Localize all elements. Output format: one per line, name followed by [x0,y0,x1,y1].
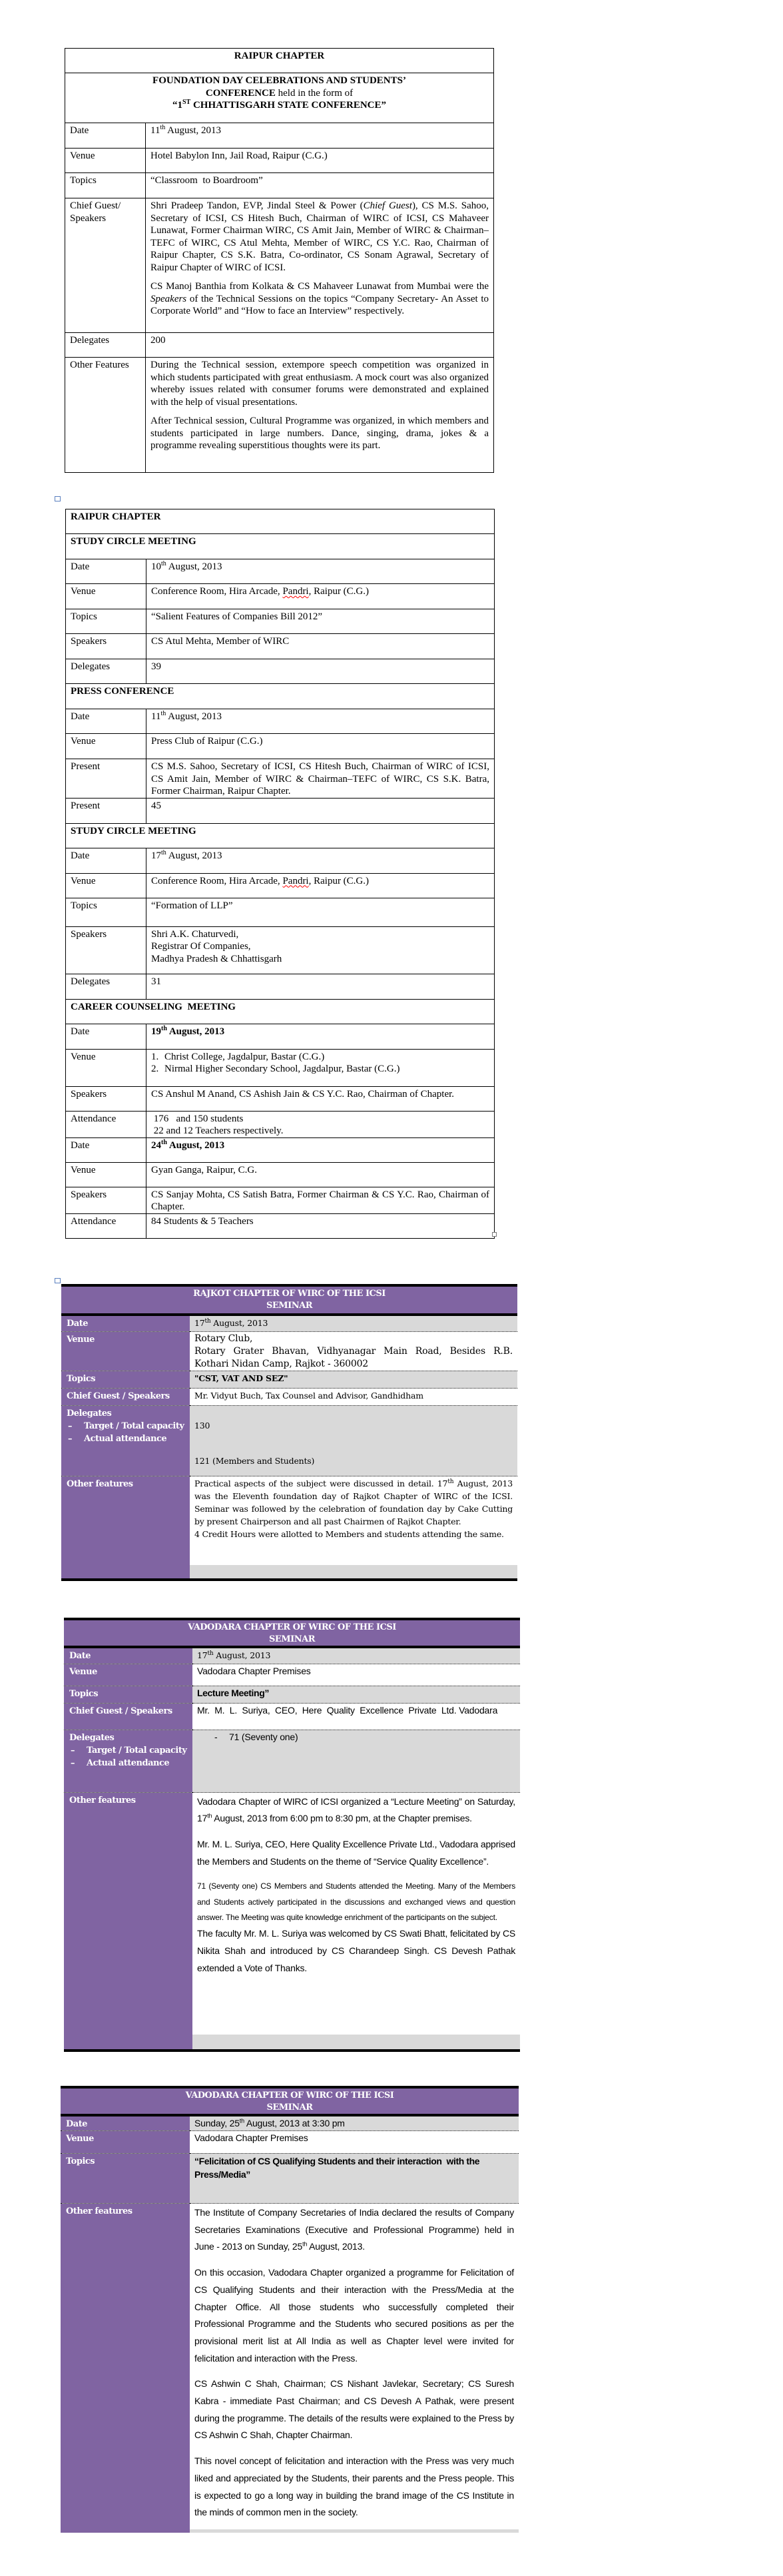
text: August, 2013 was the Eleventh foundation day of Rajkot Chapter of WIRC of the ICSI. Seminar was followed by the celebration of foundation day by Cake Cutting by present Chairperson and all past Chairmen of Rajkot Chapter. [194,1478,513,1526]
header-chapter: VADODARA CHAPTER OF WIRC OF THE ICSI [185,2091,394,2100]
row-label: Other features [61,1476,190,1580]
date-row [61,2115,519,2131]
chapter-title: RAIPUR CHAPTER [66,509,495,534]
other-features-value [190,2204,519,2533]
table-header-row [61,1285,517,1315]
row-label: Topics [65,173,146,198]
venue-row [66,1162,495,1187]
date-day: 11 [151,711,161,722]
date-value [146,709,495,734]
date-value [146,559,495,584]
dash: – [71,1758,75,1768]
date-value [146,1137,495,1162]
venue-row [66,584,495,609]
topics-row [61,2154,519,2204]
row-label: Venue [61,1331,190,1371]
row-label: Other features [64,1792,192,2051]
target-capacity-value: 130 [194,1420,210,1431]
other-features-row [61,2204,519,2533]
row-label: Venue [66,873,146,898]
date-value [146,1024,495,1049]
spellcheck-flagged-word: Pandri [282,586,309,597]
venue-line: Rotary Club, [194,1333,253,1344]
topics-row [66,898,495,926]
other-features-row [64,1792,520,2051]
topics-value: “Formation of LLP” [146,898,495,926]
delegates-row [66,974,495,999]
present-count-row [66,798,495,823]
chief-guest-row [61,1388,517,1405]
event-title-line2-rest: held in the form of [275,87,354,99]
ordinal-suffix: th [204,1317,211,1325]
event-title-line1: FOUNDATION DAY CELEBRATIONS AND STUDENTS’ [152,75,406,86]
date-rest: August, 2013 [166,561,222,572]
venue-row [66,734,495,759]
paragraph: Mr. M. L. Suriya, CEO, Here Quality Excellence Private Ltd., Vadodara apprised the Members and Students on the theme of “Service Quality Excellence”. [197,1838,515,1867]
row-label: Speakers [66,634,146,659]
date-rest: August, 2013 at 3:30 pm [244,2118,345,2128]
date-row [66,1024,495,1049]
header-chapter: VADODARA CHAPTER OF WIRC OF THE ICSI [188,1622,396,1632]
other-features-value [192,1792,520,2051]
row-label: Date [66,848,146,873]
speakers-value: CS Anshul M Anand, CS Ashish Jain & CS Y.C. Rao, Chairman of Chapter. [146,1086,495,1111]
date-row [65,123,494,149]
list-text: Nirmal Higher Secondary School, Jagdalpur, Bastar (C.G.) [164,1064,400,1074]
row-label: Date [61,2115,190,2131]
row-label: Date [66,559,146,584]
delegates-value: 31 [146,974,495,999]
attendance-line: 176 and 150 students [151,1113,244,1124]
paragraph: 4 Credit Hours were allotted to Members and students attending the same. [194,1528,504,1539]
dash: – [68,1433,72,1444]
date-value [192,1647,520,1664]
row-label: Present [66,798,146,823]
vadodara-lecture-table [64,1618,520,2052]
date-value [190,1315,517,1331]
delegates-row [64,1730,520,1792]
delegates-value [190,1405,517,1476]
event-title-line2-bold: CONFERENCE [205,87,276,99]
topics-row [61,1371,517,1388]
present-count-value: 45 [146,798,495,823]
text: , Raipur (C.G.) [308,586,370,597]
delegates-label [61,1405,190,1476]
paragraph [197,1793,515,1827]
date-value [146,848,495,873]
row-label: Speakers [66,1187,146,1213]
text: Conference Room, Hira Arcade, [151,586,283,597]
row-label: Delegates [66,659,146,684]
row-label: Topics [66,898,146,926]
venue-value: Hotel Babylon Inn, Jail Road, Raipur (C.G.) [146,149,494,173]
venue-value [146,873,495,898]
row-label: Date [61,1315,190,1331]
venue-row [64,1664,520,1686]
sub-label [67,1420,186,1433]
date-row [66,709,495,734]
venue-value [146,584,495,609]
delegates-label [64,1730,192,1792]
row-label: Date [66,1024,146,1049]
row-label: Speakers [66,1086,146,1111]
row-label: Topics [66,609,146,634]
text: CS Manoj Banthia from Kolkata & CS Mahaveer Lunawat from Mumbai were the [150,281,489,292]
ordinal-suffix: th [207,1650,214,1657]
chief-guest-paragraph [150,200,489,274]
delegates-row [65,333,494,358]
delegates-row [66,659,495,684]
chapter-title: RAIPUR CHAPTER [65,49,494,73]
present-row [66,759,495,799]
date-rest: August, 2013 [213,1650,271,1660]
row-label: Chief Guest / Speakers [64,1703,192,1730]
emphasis: Chief Guest [363,200,412,211]
topics-row [65,173,494,198]
venue-value: Vadodara Chapter Premises [190,2131,519,2154]
venue-list [146,1049,495,1086]
raipur-events-table [65,509,495,1239]
text: Conference Room, Hira Arcade, [151,875,283,886]
paragraph: CS Ashwin C Shah, Chairman; CS Nishant Javlekar, Secretary; CS Suresh Kabra - immediate Past Chairman; and CS Devesh A Pathak, were present during the programme. The details of the results were explained to the Press by CS Ashwin C Shah, Chapter Chairman. [194,2378,514,2441]
section-heading-row [66,534,495,559]
venue-row [66,873,495,898]
section-heading-row [66,684,495,709]
event-title [65,73,494,123]
row-label: Delegates [66,974,146,999]
other-features-value [190,1476,517,1580]
row-label: Venue [66,584,146,609]
speakers-value: CS Atul Mehta, Member of WIRC [146,634,495,659]
row-label: Other features [61,2204,190,2533]
date-rest: August, 2013 [210,1318,268,1328]
speaker-line: Registrar Of Companies, [151,941,251,952]
venue-value: Gyan Ganga, Raipur, C.G. [146,1162,495,1187]
date-value [190,2115,519,2131]
date-day: 17 [197,1650,208,1660]
row-label: Delegates [67,1408,112,1419]
date-row [64,1647,520,1664]
date-rest: August, 2013 [166,850,222,861]
text: The Institute of Company Secretaries of India declared the results of Company Secretaries Examinations (Executive and Professional Programme) held in June - 2013 on Sunday, 25 [194,2207,514,2252]
paragraph: 71 (Seventy one) CS Members and Students attended the Meeting. Many of the Members and Students actively participated in the discussions and exchanged views and question answer. The Meeting was quite knowledge enrichment of the participants on the subject. [197,1881,515,1922]
other-features-value [146,358,494,473]
speakers-value: CS Sanjay Mohta, CS Satish Batra, Former Chairman & CS Y.C. Rao, Chairman of Chapter. [146,1187,495,1213]
section-heading: PRESS CONFERENCE [66,684,495,709]
venue-list-item [151,1051,489,1064]
date-value [146,123,494,149]
text: Practical aspects of the subject were discussed in detail. 17 [194,1478,448,1488]
chief-guest-value [192,1703,520,1730]
table-header [61,1285,517,1315]
actual-attendance-value: 121 (Members and Students) [194,1455,315,1466]
venue-value: Vadodara Chapter Premises [192,1664,520,1686]
ordinal-suffix: th [161,1138,167,1146]
emphasis: Speakers [150,293,187,304]
row-label: Date [66,709,146,734]
venue-row [61,1331,517,1371]
row-label: Other Features [65,358,146,473]
speaker-line: Madhya Pradesh & Chhattisgarh [151,953,282,964]
topics-value: “Classroom to Boardroom” [146,173,494,198]
ordinal-suffix: th [239,2117,244,2124]
event-title-line3-post: CHHATTISGARH STATE CONFERENCE” [190,100,387,111]
delegates-list-item [197,1731,515,1744]
speaker-line: Shri A.K. Chaturvedi, [151,928,239,940]
text: ), CS M.S. Sahoo, Secretary of ICSI, CS Hitesh Buch, Chairman of WIRC of ICSI, CS Mahaveer Lunawat, Former Chairman WIRC, CS Amit Jain, Member of WIRC & Chairman–TEFC of WIRC, CS Atul Mehta, Member of WIRC, CS Y.C. Rao, Chairman of Raipur Chapter, CS S.K. Batra, Co-ordinator, CS Sonam Agrawal, Secretary of Raipur Chapter of WIRC of ICSI. [150,200,489,273]
row-label: Chief Guest / Speakers [61,1388,190,1405]
table-move-handle-icon[interactable] [55,496,61,501]
attendance-row [66,1111,495,1137]
row-label: Attendance [66,1213,146,1238]
topics-value: "CST, VAT AND SEZ" [190,1371,517,1388]
topics-value: Lecture Meeting” [192,1686,520,1703]
raipur-foundation-table [65,48,494,473]
delegates-value [192,1730,520,1792]
paragraph: This novel concept of felicitation and interaction with the Press was very much liked and appreciated by the Students, their parents and the Press people. This is expected to go a long way in building the brand image of the CS Institute in the minds of common men in the society. [194,2455,514,2518]
section-heading-row [66,823,495,848]
event-title-line2 [70,87,489,100]
row-label: Venue [66,1162,146,1187]
topics-value: “Salient Features of Companies Bill 2012” [146,609,495,634]
row-label: Date [64,1647,192,1664]
sub-label-text: Actual attendance [84,1433,167,1444]
date-day: 10 [151,561,161,572]
delegates-value: 39 [146,659,495,684]
present-value: CS M.S. Sahoo, Secretary of ICSI, CS Hitesh Buch, Chairman of WIRC of ICSI, CS Amit Jain, Member of WIRC & Chairman–TEFC of WIRC, CS S.K. Batra, Former Chairman, Raipur Chapter. [146,759,495,799]
date-day: 24 [151,1139,161,1151]
speakers-value [146,926,495,974]
spellcheck-flagged-word: Pandri [282,875,309,886]
row-label: Chief Guest/ Speakers [65,198,146,333]
list-number: 2. [151,1064,159,1074]
table-header-row [64,1619,520,1647]
venue-list-item [151,1063,489,1076]
section-heading: STUDY CIRCLE MEETING [66,823,495,848]
row-label: Date [66,1137,146,1162]
speakers-row [66,634,495,659]
ordinal-suffix: ST [182,99,191,106]
header-event-type: SEMINAR [266,1301,313,1311]
ordinal-suffix: th [161,560,166,567]
date-day: Sunday, 25 [194,2118,240,2128]
topics-value: “Felicitation of CS Qualifying Students and their interaction with the Press/Media” [190,2154,519,2204]
attendance-value [146,1111,495,1137]
ordinal-suffix: th [160,710,166,717]
bullet: - [214,1731,218,1742]
paragraph [194,1477,513,1528]
row-label: Speakers [66,926,146,974]
row-label: Venue [66,734,146,759]
table-header [64,1619,520,1647]
row-label: Venue [66,1049,146,1086]
text: of the Technical Sessions on the topics “Company Secretary- An Asset to Corporate World” and “How to face an Interview” respectively. [150,293,489,316]
row-label: Venue [61,2131,190,2154]
delegates-count: 71 (Seventy one) [229,1731,298,1742]
delegates-value: 200 [146,333,494,358]
venue-line: Rotary Grater Bhavan, Vidhyanagar Main Road, Besides R.B. Kothari Nidan Camp, Rajkot - 360002 [194,1345,513,1369]
chief-guest-row [64,1703,520,1730]
row-label: Present [66,759,146,799]
date-day: 17 [151,850,161,861]
other-features-row [65,358,494,473]
dash: – [68,1421,72,1431]
venue-value [190,1331,517,1371]
sub-label [69,1757,188,1770]
chief-guest-value: Mr. Vidyut Buch, Tax Counsel and Advisor, Gandhidham [190,1388,517,1405]
venue-row [61,2131,519,2154]
row-label: Delegates [69,1732,115,1743]
list-number: 1. [151,1051,159,1062]
sub-label-text: Target / Total capacity [87,1745,187,1756]
date-row [61,1315,517,1331]
row-label: Topics [61,1371,190,1388]
sub-label-text: Actual attendance [87,1758,170,1768]
table-move-handle-icon[interactable] [55,1278,61,1283]
date-row [66,848,495,873]
event-title-line3-pre: “1 [172,100,182,111]
date-day: 11 [150,125,160,136]
date-row [66,559,495,584]
date-rest: August, 2013 [166,1139,225,1151]
rajkot-seminar-table [61,1284,517,1581]
date-rest: August, 2013 [166,1026,225,1037]
other-features-text [192,1793,520,2035]
chief-guest-row [65,198,494,333]
paragraph: On this occasion, Vadodara Chapter organized a programme for Felicitation of CS Qualifying Students and their interaction with the Press/Media at the Chapter Office. All those students who successfully completed their Professional Programme and the Students who secured positions as per the provisional merit list at All India as well as Chapter level were invited for felicitation and interaction with the Press. [194,2267,514,2364]
header-chapter: RAJKOT CHAPTER OF WIRC OF THE ICSI [193,1289,386,1299]
other-features-row [61,1476,517,1580]
venue-row [65,149,494,173]
text: Shri Pradeep Tandon, EVP, Jindal Steel & Power ( [150,200,364,211]
table-header [61,2087,519,2115]
ordinal-suffix: th [207,1812,212,1819]
venue-value: Press Club of Raipur (C.G.) [146,734,495,759]
paragraph: After Technical session, Cultural Programme was organized, in which members and students participated in large numbers. Dance, singing, drama, jokes & a programme revealing superstitious thoughts were its part. [150,416,489,451]
table-header-row [61,2087,519,2115]
section-heading: CAREER COUNSELING MEETING [66,999,495,1024]
date-rest: August, 2013 [166,711,222,722]
row-label: Venue [64,1664,192,1686]
event-title-row [65,73,494,123]
sub-label [69,1744,188,1757]
row-label: Topics [61,2154,190,2204]
list-text: Christ College, Jagdalpur, Bastar (C.G.) [164,1051,325,1062]
attendance-value: 84 Students & 5 Teachers [146,1213,495,1238]
chief-guest-text: Mr. M. L. Suriya, CEO, Here Quality Excellence Private Ltd. Vadodara [197,1704,498,1716]
ordinal-suffix: th [160,124,166,131]
topics-row [66,609,495,634]
topics-row [64,1686,520,1703]
event-title-line3 [70,99,489,112]
attendance-line: 22 and 12 Teachers respectively. [151,1126,284,1136]
ordinal-suffix: th [161,1024,167,1032]
chapter-title-row [65,49,494,73]
chapter-title-row [66,509,495,534]
text: , Raipur (C.G.) [308,875,370,886]
ordinal-suffix: th [302,2240,308,2248]
row-label: Attendance [66,1111,146,1137]
text: Vadodara Chapter of WIRC of ICSI organized a “Lecture Meeting” on Saturday, 17 [197,1795,515,1824]
paragraph [194,2204,514,2256]
other-features-text [190,1476,517,1565]
venue-row [66,1049,495,1086]
header-event-type: SEMINAR [266,2102,313,2112]
speakers-row [66,1187,495,1213]
ordinal-suffix: th [161,848,166,856]
row-label: Delegates [65,333,146,358]
paragraph: The faculty Mr. M. L. Suriya was welcomed by CS Swati Bhatt, felicitated by CS Nikita Shah and introduced by CS Charandeep Singh. CS Devesh Pathak extended a Vote of Thanks. [197,1928,515,1973]
text: August, 2013 from 6:00 pm to 8:30 pm, at the Chapter premises. [212,1813,472,1824]
text: August, 2013. [307,2241,365,2252]
dash: – [71,1745,75,1756]
date-day: 17 [194,1318,205,1328]
speakers-row [66,1086,495,1111]
section-heading-row [66,999,495,1024]
paragraph: During the Technical session, extempore speech competition was organized in which students participated with great enthusiasm. A mock court was also organized whereby issues related with consumer forums were demonstrated and explained with the help of visual presentations. [150,360,489,408]
attendance-row [66,1213,495,1238]
speakers-paragraph [150,280,489,318]
table-resize-handle-icon[interactable] [492,1232,497,1237]
chief-guest-value [146,198,494,333]
vadodara-felicitation-table [61,2086,519,2533]
header-event-type: SEMINAR [268,1634,316,1644]
sub-label-text: Target / Total capacity [84,1421,184,1431]
section-heading: STUDY CIRCLE MEETING [66,534,495,559]
ordinal-suffix: th [447,1478,454,1485]
date-row [66,1137,495,1162]
row-label: Date [65,123,146,149]
row-label: Topics [64,1686,192,1703]
row-label: Venue [65,149,146,173]
date-rest: August, 2013 [165,125,221,136]
delegates-row [61,1405,517,1476]
speakers-row [66,926,495,974]
other-features-text [190,2204,519,2529]
date-day: 19 [151,1026,161,1037]
sub-label [67,1433,186,1445]
